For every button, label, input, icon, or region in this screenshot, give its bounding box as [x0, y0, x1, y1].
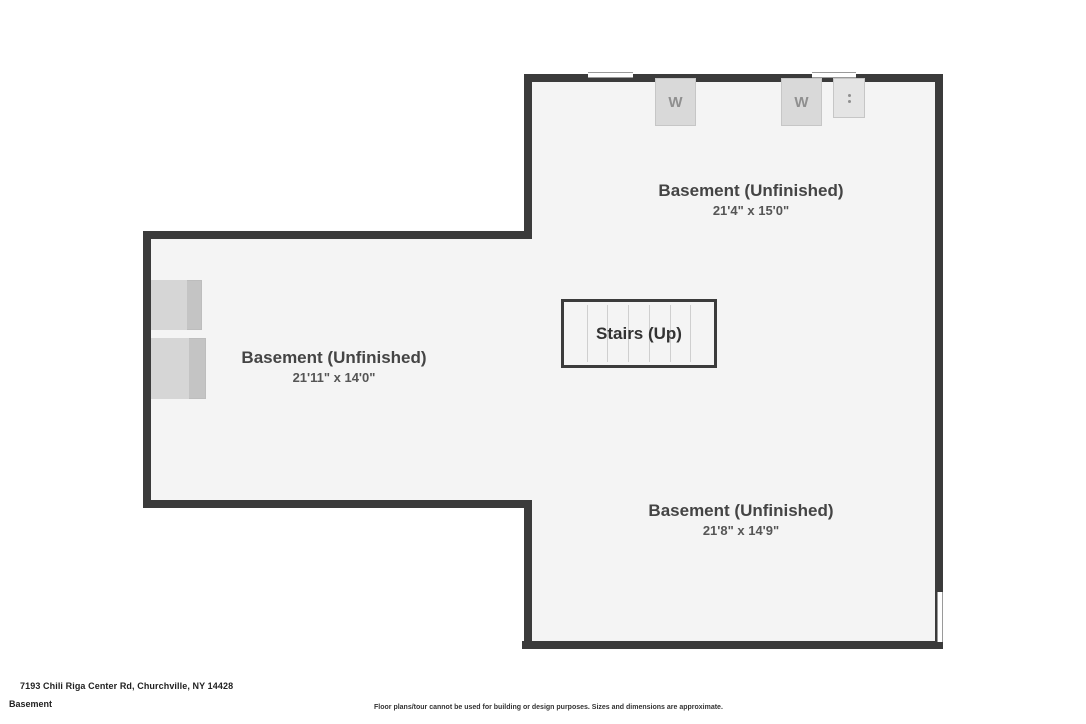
wall-top — [524, 74, 943, 82]
washer-left-label: W — [668, 93, 683, 111]
window-top-left — [588, 72, 633, 78]
footer-address: 7193 Chili Riga Center Rd, Churchville, NY 14428 — [20, 681, 234, 691]
wall-left-block-bottom — [143, 500, 532, 508]
washer-right-appliance[interactable] — [781, 78, 822, 126]
footer-disclaimer: Floor plans/tour cannot be used for building or design purposes. Sizes and dimensions are approximate. — [374, 704, 723, 711]
wall-bottom-right — [522, 641, 943, 649]
wall-right — [935, 74, 943, 649]
stairs-label: Stairs (Up) — [596, 323, 682, 343]
wall-notch-lower-vertical — [524, 500, 532, 649]
wall-left-block-top — [143, 231, 532, 239]
room-label-basement-lower-right — [591, 500, 891, 540]
footer-floor-label: Basement — [9, 699, 53, 709]
room-label-basement-upper-right — [601, 180, 901, 220]
room-dimensions: 21'4" x 15'0" — [712, 203, 790, 218]
washer-right-label: W — [794, 93, 809, 111]
room-dimensions: 21'8" x 14'9" — [702, 523, 780, 538]
room-name: Basement (Unfinished) — [658, 181, 844, 200]
stairs-up[interactable] — [561, 299, 717, 368]
room-name: Basement (Unfinished) — [241, 348, 427, 367]
room-dimensions: 21'11" x 14'0" — [292, 370, 376, 385]
room-name: Basement (Unfinished) — [648, 501, 834, 520]
window-right-lower — [937, 592, 943, 642]
wall-notch-upper-vertical — [524, 74, 532, 233]
utility-cabinet-appliance[interactable] — [833, 78, 865, 118]
furniture-strip-upper — [151, 280, 187, 330]
room-label-basement-left — [184, 347, 484, 387]
washer-left-appliance[interactable] — [655, 78, 696, 126]
wall-left — [143, 231, 151, 508]
utility-box-icon — [848, 94, 851, 103]
